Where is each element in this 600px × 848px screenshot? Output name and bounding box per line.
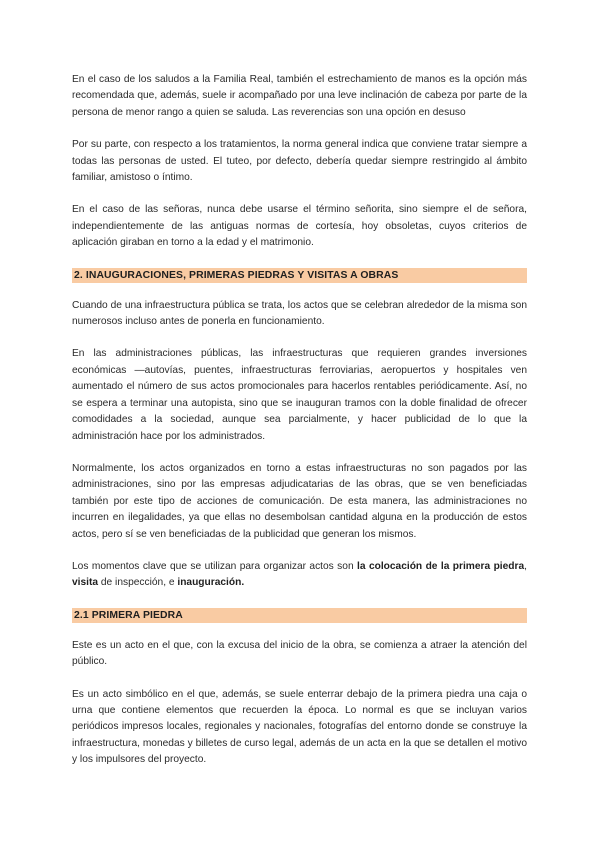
paragraph-funding: Normalmente, los actos organizados en torno a estas infraestructuras no son pagados por las administraciones, sino por las empresas adjudicatarias de las obras, que se ven beneficiadas también por este tipo de acciones de comunicación. De esta manera, las administraciones no incurren en ilegalidades, ya que ellas no desembolsan cantidad alguna en la producción de estos actos, pero sí se ven beneficiadas de la publicidad que generan los mismos. bbox=[72, 462, 527, 540]
paragraph-infrastructure-acts: Cuando de una infraestructura pública se trata, los actos que se celebran alrededor de la misma son numerosos incluso antes de ponerla en funcionamiento. bbox=[72, 299, 527, 328]
section-heading-first-stone: 2.1 PRIMERA PIEDRA bbox=[72, 608, 527, 623]
key-moment-visit: visita bbox=[72, 577, 99, 589]
paragraph-public-administrations: En las administraciones públicas, las infraestructuras que requieren grandes inversiones económicas —autovías, puentes, infraestructuras ferroviarias, aeropuertos y hospitales ven aumentado el número de sus actos promocionales para hacerlos rentables periódicamente. Así, no se espera a terminar una autopista, sino que se inauguran tramos con la doble finalidad de ofrecer comodidades a la sociedad, aunque sea parcialmente, y hacer publicidad de lo que la administración hace por los administrados. bbox=[72, 348, 527, 442]
paragraph-first-stone-intro: Este es un acto en el que, con la excusa del inicio de la obra, se comienza a atraer la atención del público. bbox=[72, 639, 527, 668]
section-heading-inaugurations: 2. INAUGURACIONES, PRIMERAS PIEDRAS Y VISITAS A OBRAS bbox=[72, 268, 527, 283]
key-moments-mid: de inspección, e bbox=[98, 577, 178, 589]
paragraph-first-stone-symbolic: Es un acto simbólico en el que, además, se suele enterrar debajo de la primera piedra una caja o urna que contiene elementos que recuerden la época. Lo normal es que se incluyan varios periódicos impresos locales, regionales y nacionales, fotografías del entorno donde se construye la infraestructura, monedas y billetes de curso legal, además de un acta en la que se detallen el motivo y los impulsores del proyecto. bbox=[72, 688, 527, 766]
key-moment-first-stone: la colocación de la primera piedra bbox=[357, 560, 525, 572]
document-page bbox=[72, 72, 527, 785]
paragraph-royal-greetings: En el caso de los saludos a la Familia Real, también el estrechamiento de manos es la opción más recomendada que, además, suele ir acompañado por una leve inclinación de cabeza por parte de la persona de menor rango a quien se saluda. Las reverencias son una opción en desuso bbox=[72, 74, 527, 118]
paragraph-treatments: Por su parte, con respecto a los tratamientos, la norma general indica que conviene tratar siempre a todas las personas de usted. El tuteo, por defecto, debería quedar siempre restringido al ámbito familiar, amistoso o íntimo. bbox=[72, 139, 527, 184]
key-moments-separator: , bbox=[524, 560, 527, 572]
paragraph-ladies: En el caso de las señoras, nunca debe usarse el término señorita, sino siempre el de señora, independientemente de las antiguas normas de cortesía, hoy obsoletas, cuyos criterios de aplicación giraban en torno a la edad y el matrimonio. bbox=[72, 204, 527, 249]
key-moment-inauguration: inauguración. bbox=[177, 577, 245, 589]
key-moments-intro: Los momentos clave que se utilizan para organizar actos son bbox=[72, 560, 358, 572]
paragraph-key-moments bbox=[72, 559, 527, 592]
